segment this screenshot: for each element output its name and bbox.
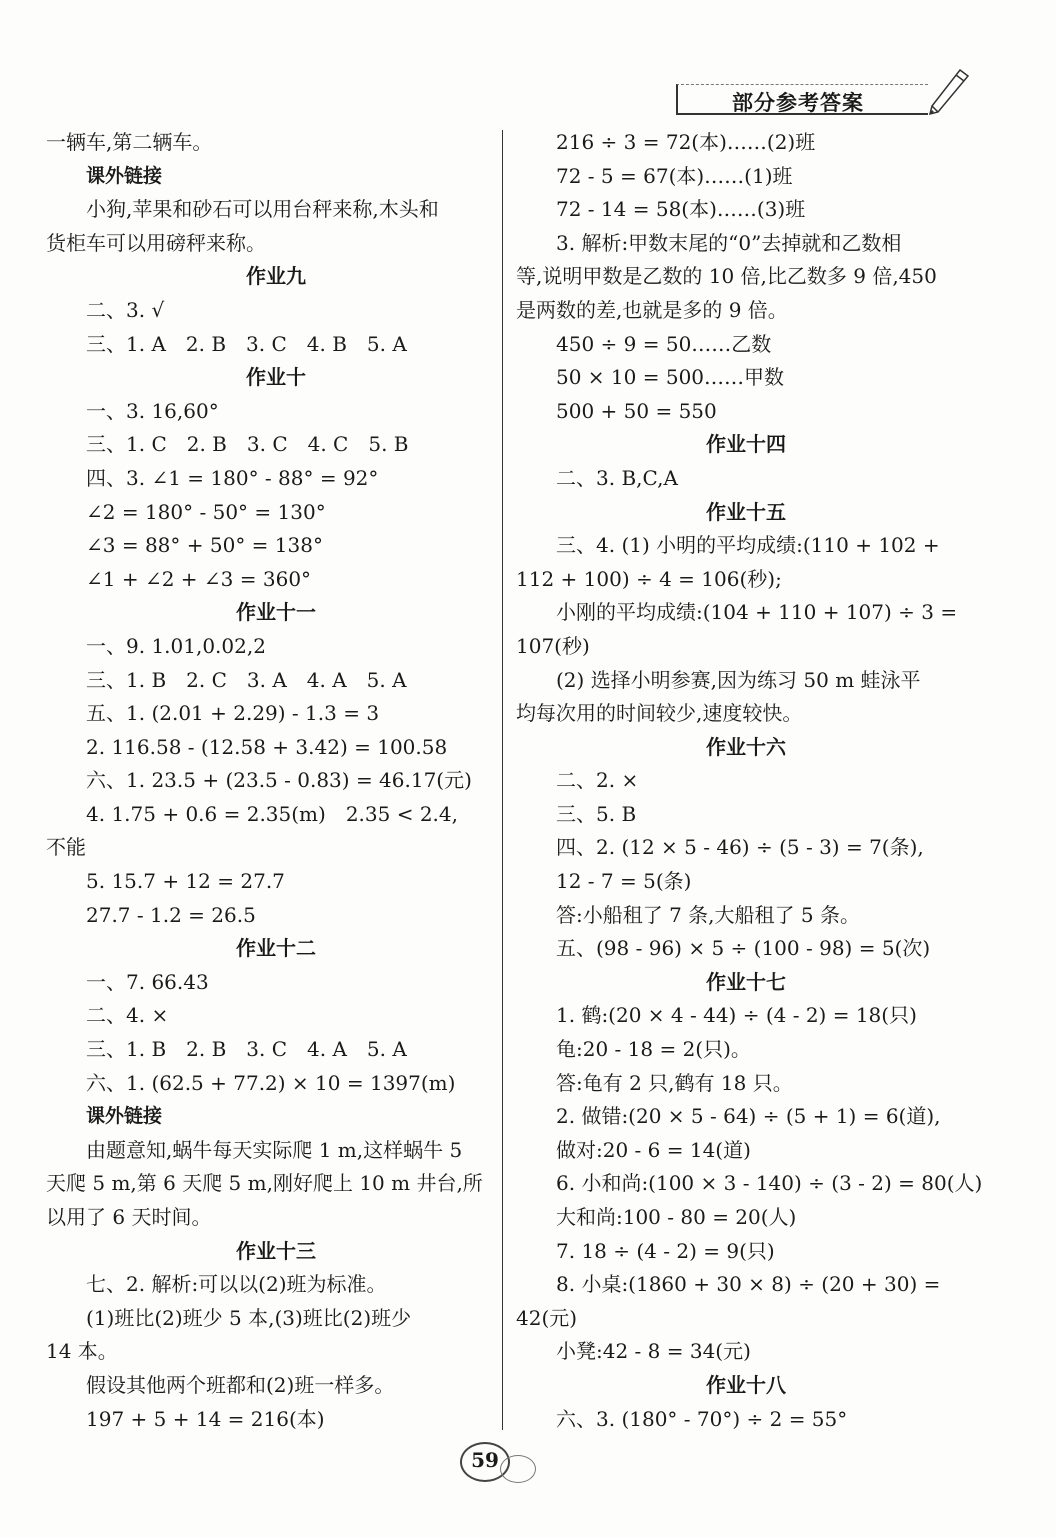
right-section-title: 作业十七: [706, 969, 786, 994]
left-subheading: 课外链接: [86, 1105, 163, 1128]
right-text-line: 50 × 10 = 500……甲数: [556, 365, 785, 390]
left-text-line: ∠1 + ∠2 + ∠3 = 360°: [86, 566, 312, 591]
left-text-line: 一、9. 1.01,0.02,2: [86, 633, 266, 658]
left-text-line: 一、7. 66.43: [86, 969, 209, 994]
left-text-line: 不能: [46, 835, 86, 860]
right-text-line: 72 - 14 = 58(本)……(3)班: [556, 197, 806, 222]
left-text-line: 14 本。: [46, 1339, 118, 1364]
left-text-line: 货柜车可以用磅秤来称。: [46, 230, 266, 255]
right-text-line: 6. 小和尚:(100 × 3 - 140) ÷ (3 - 2) = 80(人): [556, 1171, 983, 1196]
right-text-line: 3. 解析:甲数末尾的“0”去掉就和乙数相: [556, 230, 902, 255]
right-text-line: 小刚的平均成绩:(104 + 110 + 107) ÷ 3 =: [556, 600, 958, 625]
left-section-title: 作业十一: [236, 600, 316, 625]
left-text-line: 一、3. 16,60°: [86, 398, 219, 423]
right-text-line: 42(元): [516, 1305, 578, 1330]
pencil-icon: [926, 68, 970, 118]
right-text-line: 二、3. B,C,A: [556, 465, 678, 490]
left-text-line: 197 + 5 + 14 = 216(本): [86, 1406, 325, 1431]
left-text-line: 三、1. B 2. C 3. A 4. A 5. A: [86, 667, 407, 692]
right-text-line: 四、2. (12 × 5 - 46) ÷ (5 - 3) = 7(条),: [556, 835, 924, 860]
right-text-line: 龟:20 - 18 = 2(只)。: [556, 1037, 751, 1062]
left-text-line: 三、1. A 2. B 3. C 4. B 5. A: [86, 331, 407, 356]
right-section-title: 作业十四: [706, 432, 786, 457]
page-number-ornament: [500, 1455, 536, 1483]
header-title: 部分参考答案: [732, 91, 864, 115]
right-text-line: 答:龟有 2 只,鹤有 18 只。: [556, 1070, 793, 1095]
left-section-title: 作业十二: [236, 936, 316, 961]
left-text-line: (1)班比(2)班少 5 本,(3)班比(2)班少: [86, 1305, 412, 1330]
right-text-line: 1. 鹤:(20 × 4 - 44) ÷ (4 - 2) = 18(只): [556, 1003, 917, 1028]
right-text-line: 答:小船租了 7 条,大船租了 5 条。: [556, 902, 860, 927]
left-section-title: 作业十: [246, 365, 306, 390]
right-text-line: 五、(98 - 96) × 5 ÷ (100 - 98) = 5(次): [556, 936, 931, 961]
right-text-line: 做对:20 - 6 = 14(道): [556, 1137, 751, 1162]
right-text-line: 二、2. ×: [556, 768, 639, 793]
right-text-line: (2) 选择小明参赛,因为练习 50 m 蛙泳平: [556, 667, 921, 692]
left-text-line: 二、3. √: [86, 297, 165, 322]
left-text-line: 三、1. B 2. B 3. C 4. A 5. A: [86, 1037, 407, 1062]
left-text-line: 三、1. C 2. B 3. C 4. C 5. B: [86, 432, 409, 457]
right-text-line: 72 - 5 = 67(本)……(1)班: [556, 163, 793, 188]
right-text-line: 大和尚:100 - 80 = 20(人): [556, 1205, 797, 1229]
left-text-line: 以用了 6 天时间。: [46, 1205, 212, 1229]
right-text-line: 112 + 100) ÷ 4 = 106(秒);: [516, 566, 782, 591]
left-text-line: 由题意知,蜗牛每天实际爬 1 m,这样蜗牛 5: [86, 1137, 463, 1162]
column-divider: [502, 130, 503, 1430]
right-text-line: 小凳:42 - 8 = 34(元): [556, 1339, 751, 1364]
right-text-line: 三、5. B: [556, 801, 637, 826]
right-section-title: 作业十五: [706, 499, 786, 524]
left-text-line: 4. 1.75 + 0.6 = 2.35(m) 2.35 < 2.4,: [86, 801, 458, 826]
left-text-line: ∠3 = 88° + 50° = 138°: [86, 533, 323, 558]
left-text-line: 六、1. 23.5 + (23.5 - 0.83) = 46.17(元): [86, 768, 472, 793]
right-text-line: 7. 18 ÷ (4 - 2) = 9(只): [556, 1238, 775, 1263]
right-text-line: 三、4. (1) 小明的平均成绩:(110 + 102 +: [556, 533, 940, 558]
left-subheading: 课外链接: [86, 164, 163, 187]
right-text-line: 2. 做错:(20 × 5 - 64) ÷ (5 + 1) = 6(道),: [556, 1104, 941, 1129]
right-text-line: 500 + 50 = 550: [556, 398, 717, 423]
left-text-line: 5. 15.7 + 12 = 27.7: [86, 869, 285, 894]
left-column: [46, 126, 506, 1436]
right-text-line: 等,说明甲数是乙数的 10 倍,比乙数多 9 倍,450: [516, 264, 937, 289]
right-text-line: 8. 小桌:(1860 + 30 × 8) ÷ (20 + 30) =: [556, 1272, 941, 1297]
left-text-line: 小狗,苹果和砂石可以用台秤来称,木头和: [86, 197, 439, 222]
right-section-title: 作业十六: [706, 734, 786, 759]
page-header: [676, 78, 966, 118]
left-text-line: 天爬 5 m,第 6 天爬 5 m,刚好爬上 10 m 井台,所: [46, 1171, 483, 1196]
left-text-line: 七、2. 解析:可以以(2)班为标准。: [86, 1272, 387, 1297]
left-text-line: ∠2 = 180° - 50° = 130°: [86, 499, 326, 524]
right-text-line: 12 - 7 = 5(条): [556, 869, 692, 894]
left-text-line: 五、1. (2.01 + 2.29) - 1.3 = 3: [86, 701, 380, 726]
right-text-line: 六、3. (180° - 70°) ÷ 2 = 55°: [556, 1406, 848, 1431]
left-text-line: 假设其他两个班都和(2)班一样多。: [86, 1372, 395, 1397]
left-text-line: 2. 116.58 - (12.58 + 3.42) = 100.58: [86, 734, 448, 759]
left-text-line: 四、3. ∠1 = 180° - 88° = 92°: [86, 465, 379, 490]
page-number-text: 59: [471, 1448, 499, 1472]
left-section-title: 作业十三: [236, 1238, 316, 1263]
left-text-line: 一辆车,第二辆车。: [46, 130, 213, 154]
right-text-line: 是两数的差,也就是多的 9 倍。: [516, 297, 788, 322]
right-section-title: 作业十八: [706, 1372, 786, 1397]
left-text-line: 27.7 - 1.2 = 26.5: [86, 902, 256, 927]
left-text-line: 二、4. ×: [86, 1003, 169, 1028]
right-text-line: 216 ÷ 3 = 72(本)……(2)班: [556, 130, 816, 154]
right-text-line: 均每次用的时间较少,速度较快。: [516, 701, 803, 726]
left-text-line: 六、1. (62.5 + 77.2) × 10 = 1397(m): [86, 1070, 456, 1095]
left-section-title: 作业九: [246, 264, 306, 289]
right-column: [516, 126, 983, 1436]
right-text-line: 450 ÷ 9 = 50……乙数: [556, 331, 772, 356]
right-text-line: 107(秒): [516, 633, 590, 658]
